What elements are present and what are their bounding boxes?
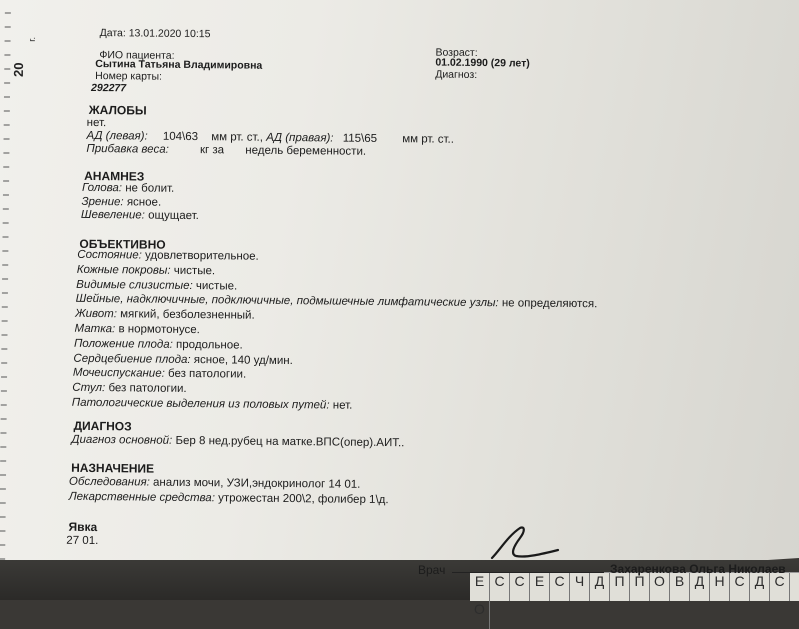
bp-right-value: 115\65 [342,132,378,145]
diagnosis-row [71,434,404,449]
objective-item-label: Видимые слизистые: [76,278,193,292]
diagnosis-main-value: Бер 8 нед.рубец на матке.ВПС(опер).АИТ.. [175,434,405,450]
anamnesis-item-value: ясное. [126,195,162,209]
anamnesis-item-label: Зрение: [81,195,124,208]
objective-item-value: мягкий, безболезненный. [120,308,255,322]
objective-item-label: Стул: [72,381,106,395]
objective-item-label: Матка: [74,322,116,336]
drugs-row [69,491,389,506]
card-letter: О [470,601,490,629]
objective-item-row [73,367,246,381]
signature-line [452,572,604,573]
patient-name-label: ФИО пациента: [99,49,175,62]
diagnosis-title: ДИАГНОЗ [73,418,132,434]
objective-item-row [74,323,199,336]
card-letter: Н [710,573,730,601]
objective-item-row [72,397,353,412]
anamnesis-item-label: Шевеление: [80,208,145,222]
card-letter: С [730,573,750,601]
card-letter: Е [530,573,550,601]
objective-item-row [72,382,186,395]
exam-value: анализ мочи, УЗИ,эндокринолог 14 01. [152,476,361,491]
objective-item-label: Сердцебиение плода: [73,352,191,366]
anamnesis-item-value: не болит. [125,182,175,195]
exam-label: Обследования: [68,475,150,489]
objective-item-row [77,249,259,263]
card-letter: Е [470,573,490,601]
handwritten-signature [486,520,566,564]
margin-number: 20 [10,62,27,78]
age-label: Возраст: [435,46,478,60]
anamnesis-item-label: Голова: [81,181,123,195]
weight-label: Прибавка веса: [86,142,169,156]
objective-item-value: чистые. [195,279,238,293]
objective-item-label: Кожные покровы: [76,263,171,277]
prescription-title: НАЗНАЧЕНИЕ [71,460,155,476]
objective-item-value: ясное, 140 уд/мин. [193,353,293,367]
objective-title: ОБЪЕКТИВНО [79,236,166,252]
weight-weeks: недель беременности. [245,144,367,158]
drugs-value: утрожестан 200\2, фолибер 1\д. [218,492,389,507]
objective-item-value: в нормотонусе. [118,323,200,337]
card-letter: С [770,573,790,601]
card-letter: П [610,573,630,601]
weight-gain-row [86,143,366,158]
objective-item-row [73,352,293,366]
card-number-label: Номер карты: [95,70,163,83]
bp-unit-1: мм рт. ст., [211,131,264,144]
card-number: 292277 [91,81,127,95]
objective-item-row [75,308,255,322]
anamnesis-item-row [81,195,161,208]
card-letter: С [490,573,510,601]
objective-item-label: Положение плода: [73,337,173,351]
visit-date: Дата: 13.01.2020 10:15 [99,27,211,41]
doctor-label: Врач [418,563,446,577]
objective-item-row [74,338,243,352]
drugs-label: Лекарственные средства: [68,490,215,505]
card-letter: Д [690,573,710,601]
bp-unit-2: мм рт. ст.. [402,133,454,146]
complaints-text: нет. [86,116,107,130]
objective-item-value: нет. [332,399,353,412]
objective-item-label: Шейные, надключичные, подключичные, подмышечные лимфатические узлы: [75,293,499,310]
objective-item-value: чистые. [173,264,216,278]
objective-item-row [76,278,237,292]
card-letter: С [550,573,570,601]
doctor-name: Захаренкова Ольга Николаев [610,562,786,576]
margin-mark: г. [26,36,37,42]
diagnosis-main-label: Диагноз основной: [71,433,173,447]
card-letter: В [670,573,690,601]
card-letter: П [630,573,650,601]
diagnosis-label: Диагноз: [435,68,478,82]
objective-item-label: Живот: [75,307,118,321]
objective-item-label: Мочеиспускание: [72,367,165,381]
age-value: 01.02.1990 (29 лет) [435,56,530,70]
visit-title: Явка [68,519,98,535]
objective-item-row [77,264,215,277]
objective-item-value: без патологии. [108,382,187,396]
weight-unit: кг за [199,144,225,157]
objective-item-value: не определяются. [501,297,598,311]
anamnesis-item-value: ощущает. [148,209,199,223]
bp-left-value: 104\63 [162,130,199,144]
exam-row [69,476,361,491]
objective-item-label: Состояние: [77,248,142,262]
complaints-title: ЖАЛОБЫ [88,102,147,118]
anamnesis-item-row [82,182,174,195]
patient-name: Сытина Татьяна Владимировна [95,58,263,72]
objective-item-label: Патологические выделения из половых путей: [71,396,330,412]
card-letter: С [510,573,530,601]
card-letter: Д [750,573,770,601]
card-letter: О [650,573,670,601]
objective-item-value: продольное. [176,338,243,352]
objective-item-value: без патологии. [167,368,247,381]
objective-item-value: удовлетворительное. [144,249,259,263]
anamnesis-item-row [81,209,199,222]
card-letter: Д [590,573,610,601]
bp-left-label: АД (левая): [86,129,148,143]
card-letter: Ч [570,573,590,601]
visit-date-value: 27 01. [66,534,99,548]
bp-right-label: АД (правая): [266,131,334,145]
anamnesis-title: АНАМНЕЗ [84,168,145,184]
perforation [0,0,11,560]
